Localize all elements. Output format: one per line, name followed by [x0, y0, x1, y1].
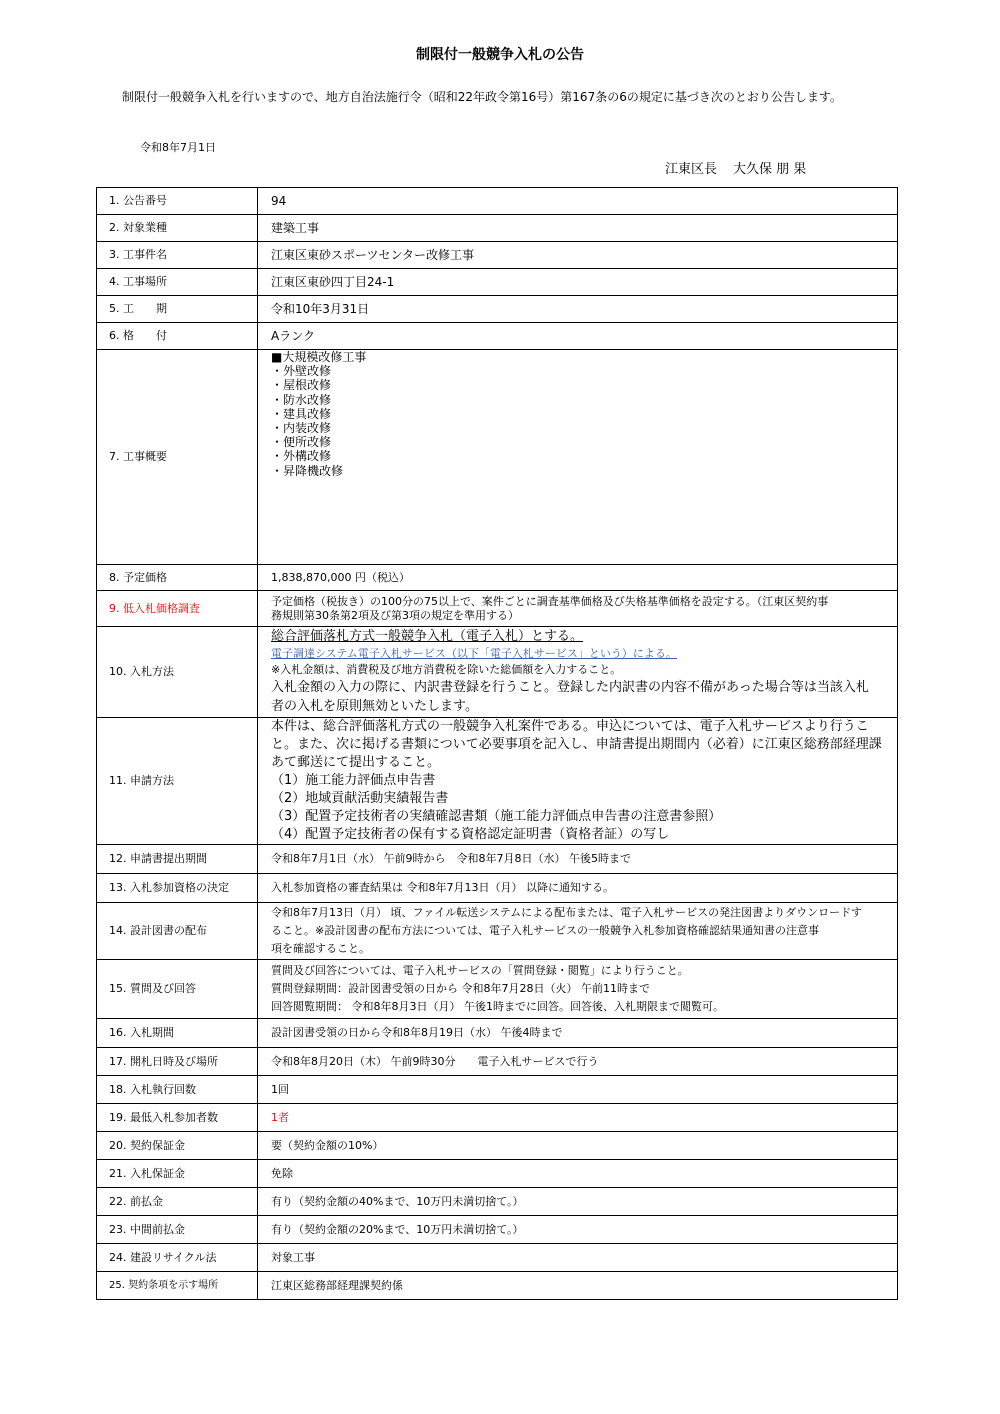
row-label: 23. 中間前払金	[97, 1216, 258, 1244]
text-line: 項を確認すること。	[271, 942, 370, 955]
table-row	[97, 269, 898, 296]
row-label: 10. 入札方法	[97, 627, 258, 718]
row-value: 入札参加資格の審査結果は 令和8年7月13日（月） 以降に通知する。	[258, 874, 898, 903]
row-label: 1. 公告番号	[97, 188, 258, 215]
overview-line: ・外壁改修	[271, 364, 332, 379]
overview-line: ・昇降機改修	[271, 463, 344, 478]
text-line: 入札金額の入力の際に、内訳書登録を行うこと。登録した内訳書の内容不備があった場合等は当該入札	[271, 680, 869, 695]
row-label-number: 9.	[109, 601, 120, 615]
row-label: 8. 予定価格	[97, 565, 258, 591]
row-value: 1回	[258, 1076, 898, 1104]
table-row	[97, 903, 898, 960]
row-label: 7. 工事概要	[97, 350, 258, 565]
planned-price: 1,838,870,000 円（税込）	[258, 565, 898, 591]
overview-line: ・屋根改修	[271, 378, 332, 393]
row-value: 対象工事	[258, 1244, 898, 1272]
row-label: 3. 工事件名	[97, 242, 258, 269]
row-value: 設計図書受領の日から令和8年8月19日（水） 午後4時まで	[258, 1019, 898, 1048]
text-line: ※入札金額は、消費税及び地方消費税を除いた総価額を入力すること。	[271, 663, 622, 676]
row-label: 6. 格 付	[97, 323, 258, 350]
notice-title: 制限付一般競争入札の公告	[416, 47, 584, 63]
notice-date: 令和8年7月1日	[140, 141, 216, 154]
row-value: 94	[258, 188, 898, 215]
issuer-name: 大久保 朋 果	[733, 162, 807, 177]
text-line: 回答閲覧期間： 令和8年8月3日（月） 午後1時までに回答。回答後、入札期限まで閲覧可。	[271, 1000, 724, 1013]
text-line: 令和8年7月13日（月） 頃、ファイル転送システムによる配布または、電子入札サービスの発注図書よりダウンロードす	[271, 906, 862, 919]
table-row	[97, 323, 898, 350]
row-value: 要（契約金額の10%）	[258, 1132, 898, 1160]
table-row	[97, 1188, 898, 1216]
table-row	[97, 1244, 898, 1272]
row-label: 18. 入札執行回数	[97, 1076, 258, 1104]
table-row	[97, 1160, 898, 1188]
text-line: 者の入札を原則無効といたします。	[271, 699, 478, 714]
text-line: （3）配置予定技術者の実績確認書類（施工能力評価点申告書の注意書参照）	[271, 809, 722, 824]
overview-cell	[258, 350, 898, 565]
table-row	[97, 1048, 898, 1076]
row-label: 13. 入札参加資格の決定	[97, 874, 258, 903]
text-line: 質問及び回答については、電子入札サービスの「質問登録・閲覧」により行うこと。	[271, 964, 689, 977]
row-label: 24. 建設リサイクル法	[97, 1244, 258, 1272]
text-line: ること。※設計図書の配布方法については、電子入札サービスの一般競争入札参加資格確認結果通知書の注意事	[271, 924, 819, 937]
text-line: と。また、次に掲げる書類について必要事項を記入し、申請書提出期間内（必着）に江東区総務部経理課	[271, 737, 882, 752]
table-row	[97, 1216, 898, 1244]
table-row	[97, 188, 898, 215]
row-label: 5. 工 期	[97, 296, 258, 323]
notice-table	[96, 187, 898, 1300]
table-row	[97, 591, 898, 627]
row-label: 11. 申請方法	[97, 718, 258, 845]
table-row	[97, 1076, 898, 1104]
row-label: 25. 契約条項を示す場所	[97, 1272, 258, 1300]
row-label: 20. 契約保証金	[97, 1132, 258, 1160]
row-value: 免除	[258, 1160, 898, 1188]
row-label: 16. 入札期間	[97, 1019, 258, 1048]
row-label: 21. 入札保証金	[97, 1160, 258, 1188]
table-row	[97, 565, 898, 591]
overview-line: ・便所改修	[271, 435, 332, 450]
row-label: 22. 前払金	[97, 1188, 258, 1216]
row-label: 17. 開札日時及び場所	[97, 1048, 258, 1076]
row-value: 建築工事	[258, 215, 898, 242]
row-label: 4. 工事場所	[97, 269, 258, 296]
e-bid-link[interactable]: 電子調達システム電子入札サービス（以下「電子入札サービス」という）による。	[271, 647, 677, 660]
table-row	[97, 960, 898, 1019]
row-value	[258, 903, 898, 960]
text-line: （2）地域貢献活動実績報告書	[271, 791, 449, 806]
row-value: 令和10年3月31日	[258, 296, 898, 323]
text-line: あて郵送にて提出すること。	[271, 755, 441, 770]
text-line: 務規則第30条第2項及び第3項の規定を準用する）	[271, 608, 519, 622]
table-row	[97, 627, 898, 718]
row-label: 2. 対象業種	[97, 215, 258, 242]
issuer	[665, 158, 806, 177]
intro-text: 制限付一般競争入札を行いますので、地方自治法施行令（昭和22年政令第16号）第167条の6の規定に基づき次のとおり公告します。	[110, 90, 842, 104]
row-value: 有り（契約金額の40%まで、10万円未満切捨て。）	[258, 1188, 898, 1216]
row-value: 江東区総務部経理課契約係	[258, 1272, 898, 1300]
overview-line: ・内装改修	[271, 421, 332, 436]
row-value	[258, 627, 898, 718]
text-line: 総合評価落札方式一般競争入札（電子入札）とする。	[271, 629, 584, 644]
row-value: 令和8年7月1日（水） 午前9時から 令和8年7月8日（水） 午後5時まで	[258, 845, 898, 874]
table-row	[97, 845, 898, 874]
issuer-role: 江東区長	[665, 162, 718, 177]
row-value: 江東区東砂スポーツセンター改修工事	[258, 242, 898, 269]
row-value: 令和8年8月20日（木） 午前9時30分 電子入札サービスで行う	[258, 1048, 898, 1076]
row-value	[258, 960, 898, 1019]
table-row	[97, 242, 898, 269]
row-label: 15. 質問及び回答	[97, 960, 258, 1019]
table-row	[97, 1272, 898, 1300]
overview-line: ・防水改修	[271, 392, 332, 407]
row-value: 有り（契約金額の20%まで、10万円未満切捨て。）	[258, 1216, 898, 1244]
table-row	[97, 215, 898, 242]
text-line: 本件は、総合評価落札方式の一般競争入札案件である。申込については、電子入札サービスより行うこ	[271, 719, 869, 734]
table-row	[97, 1132, 898, 1160]
row-value: Aランク	[258, 323, 898, 350]
text-line: （4）配置予定技術者の保有する資格認定証明書（資格者証）の写し	[271, 827, 670, 842]
row-value: 江東区東砂四丁目24-1	[258, 269, 898, 296]
row-label: 19. 最低入札参加者数	[97, 1104, 258, 1132]
table-row	[97, 874, 898, 903]
overview-line: ・外構改修	[271, 449, 332, 464]
text-line: 質問登録期間：設計図書受領の日から 令和8年7月28日（火） 午前11時まで	[271, 982, 650, 995]
row-label	[97, 591, 258, 627]
table-row	[97, 718, 898, 845]
row-label: 14. 設計図書の配布	[97, 903, 258, 960]
row-label: 12. 申請書提出期間	[97, 845, 258, 874]
row-value	[258, 591, 898, 627]
row-value	[258, 718, 898, 845]
text-line: （1）施工能力評価点申告書	[271, 773, 436, 788]
table-row	[97, 1104, 898, 1132]
table-row	[97, 350, 898, 565]
table-row	[97, 296, 898, 323]
row-value: 1者	[258, 1104, 898, 1132]
overview-line: ・建具改修	[271, 406, 332, 421]
row-label-text: 低入札価格調査	[123, 601, 200, 615]
overview-line: ■大規模改修工事	[271, 350, 367, 364]
table-row	[97, 1019, 898, 1048]
text-line: 予定価格（税抜き）の100分の75以上で、案件ごとに調査基準価格及び失格基準価格を設定する。（江東区契約事	[271, 594, 829, 608]
